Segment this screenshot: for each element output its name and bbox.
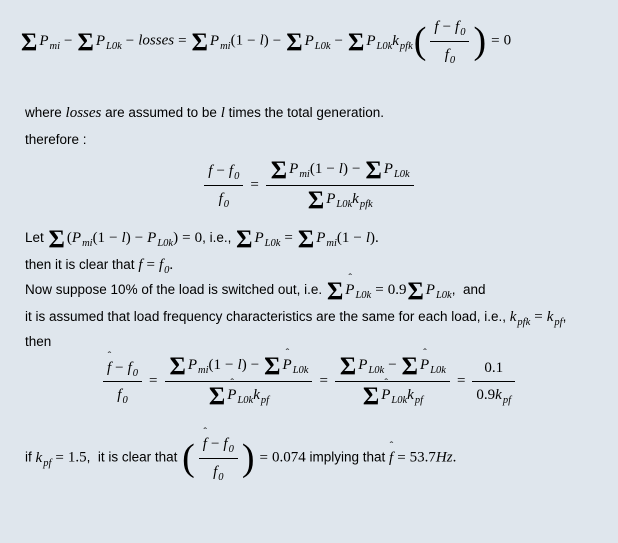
math-number: ).: [370, 229, 379, 246]
math-variable: [219, 188, 229, 211]
math-operator: −: [326, 160, 335, 177]
variable-base: k: [407, 387, 414, 403]
variable-base: P: [254, 229, 264, 246]
variable-base: k: [352, 190, 359, 207]
math-operator: −: [210, 436, 220, 452]
variable-base: f: [213, 463, 218, 480]
hat-accent-icon: ˆ: [384, 377, 388, 389]
variable-base: P: [358, 357, 368, 373]
math-variable: [495, 384, 511, 407]
math-operator: =: [534, 309, 543, 326]
variable-base: P ˆ: [345, 272, 355, 299]
fraction-denominator: [335, 377, 450, 410]
fraction-numerator: [335, 347, 450, 382]
fraction-denominator: [472, 382, 515, 407]
fraction-denominator: [199, 459, 238, 484]
variable-subscript: L0k: [368, 365, 385, 376]
math-number: (1: [336, 229, 350, 246]
variable-subscript: pfk: [359, 198, 373, 210]
math-italic: f: [208, 163, 213, 180]
fraction-denominator: [165, 377, 313, 410]
math-number: ): [241, 357, 247, 373]
math-variable: [72, 227, 93, 250]
variable-subscript: pf: [554, 317, 563, 329]
variable-base: f: [444, 46, 449, 63]
math-variable: [384, 158, 410, 181]
variable-base: P ˆ: [381, 377, 391, 403]
math-variable: [547, 306, 563, 329]
variable-subscript: pfk: [517, 317, 531, 329]
math-variable: [106, 349, 112, 380]
fraction-denominator: [430, 42, 469, 67]
math-variable: [210, 30, 231, 53]
variable-subscript: 0: [234, 171, 240, 183]
text-run: times the total generation.: [224, 105, 384, 120]
math-variable: [229, 160, 239, 183]
variable-subscript: L0k: [264, 237, 281, 249]
variable-subscript: pf: [502, 395, 511, 406]
variable-base: P ˆ: [282, 347, 292, 373]
summation-symbol: Σ: [407, 278, 424, 306]
variable-subscript: pf: [43, 457, 52, 469]
math-operator: =: [259, 449, 268, 466]
math-number: 1.5: [67, 449, 87, 466]
variable-base: P: [316, 229, 326, 246]
text-where-losses: [25, 102, 618, 125]
variable-base: k: [509, 309, 517, 326]
text-run: , and: [451, 282, 486, 298]
variable-base: f: [117, 387, 122, 403]
fraction-numerator: [266, 158, 414, 186]
variable-subscript: mi: [220, 40, 231, 52]
math-number: .: [169, 256, 174, 273]
math-variable: [202, 426, 208, 456]
hat-accent-icon: ˆ: [389, 439, 394, 452]
variable-subscript: 0: [223, 198, 229, 210]
fraction: [266, 158, 414, 213]
hat-accent-icon: ˆ: [423, 347, 427, 359]
variable-base: f ˆ: [202, 426, 208, 452]
math-variable: [420, 347, 446, 377]
variable-base: f ˆ: [106, 349, 112, 376]
text-run: ,: [562, 309, 567, 325]
math-operator: =: [250, 176, 259, 193]
variable-base: P: [147, 229, 157, 246]
summation-symbol: Σ: [236, 225, 253, 253]
variable-subscript: L0k: [393, 168, 410, 180]
math-operator: −: [351, 160, 361, 177]
math-italic: l: [220, 105, 225, 121]
variable-base: P: [39, 32, 49, 49]
text-assumed-characteristics: [25, 306, 618, 329]
math-italic: l: [365, 229, 370, 246]
variable-base: P: [289, 160, 299, 177]
variable-base: k: [392, 32, 399, 49]
text-therefore: therefore :: [25, 131, 87, 147]
text-now-suppose: [25, 272, 618, 306]
math-variable: [188, 354, 209, 377]
variable-subscript: pf: [414, 395, 423, 406]
equation-hat-frequency: [0, 347, 618, 410]
math-variable: [36, 447, 52, 470]
variable-subscript: L0k: [336, 198, 353, 210]
math-number: (1: [92, 229, 106, 246]
math-variable: [117, 384, 127, 407]
math-operator: −: [134, 229, 144, 246]
math-operator: =: [55, 449, 64, 466]
math-variable: [366, 30, 392, 53]
hat-accent-icon: ˆ: [285, 347, 290, 359]
big-paren: ): [473, 19, 487, 62]
summation-symbol: Σ: [77, 28, 94, 56]
variable-base: k: [546, 309, 554, 326]
fraction: [103, 349, 142, 407]
summation-symbol: Σ: [21, 28, 38, 56]
variable-subscript: mi: [82, 237, 93, 249]
math-italic: f: [434, 19, 439, 35]
big-paren: (: [413, 19, 427, 62]
math-number: ): [263, 32, 269, 49]
variable-base: f ˆ: [389, 439, 394, 466]
variable-base: P: [425, 282, 435, 299]
summation-symbol: Σ: [208, 383, 226, 410]
variable-subscript: L0k: [157, 237, 174, 249]
variable-base: P: [95, 32, 106, 49]
math-variable: [316, 227, 337, 250]
variable-subscript: L0k: [106, 40, 122, 52]
math-variable: [254, 227, 280, 250]
math-variable: [227, 377, 254, 407]
variable-subscript: 0: [164, 264, 170, 276]
summation-symbol: Σ: [264, 353, 281, 380]
math-operator: −: [353, 229, 362, 246]
text-run: then it is clear that: [25, 256, 139, 272]
math-operator: −: [64, 32, 73, 49]
math-variable: [39, 30, 60, 53]
math-variable: [445, 44, 455, 67]
text-run: , it is clear that: [86, 449, 182, 465]
math-variable: [159, 254, 169, 277]
math-variable: [289, 158, 310, 181]
variable-base: f: [223, 436, 228, 452]
text-run: , i.e.,: [202, 229, 236, 245]
math-variable: [147, 227, 173, 250]
summation-symbol: Σ: [347, 28, 365, 56]
fraction: [472, 357, 515, 407]
math-italic: losses: [65, 105, 102, 121]
variable-base: f: [127, 359, 132, 376]
math-variable: [389, 439, 394, 470]
variable-subscript: L0k: [430, 365, 446, 376]
variable-subscript: L0k: [237, 395, 254, 406]
summation-symbol: Σ: [326, 278, 344, 306]
fraction: [165, 347, 313, 410]
fraction-denominator: [204, 186, 243, 211]
variable-base: P: [366, 32, 376, 49]
variable-subscript: 0: [460, 27, 466, 38]
variable-subscript: L0k: [292, 365, 309, 376]
summation-symbol: Σ: [191, 28, 208, 56]
equation-power-balance: [20, 16, 618, 66]
math-operator: −: [442, 19, 452, 35]
math-italic: l: [338, 160, 343, 177]
summation-symbol: Σ: [270, 156, 288, 184]
variable-subscript: pfk: [399, 40, 413, 52]
variable-base: k: [495, 387, 502, 403]
fraction-numerator: [165, 347, 313, 382]
variable-subscript: mi: [299, 168, 310, 180]
summation-symbol: Σ: [48, 225, 65, 253]
math-operator: −: [247, 32, 256, 49]
math-operator: =: [397, 449, 406, 466]
math-operator: −: [250, 357, 260, 373]
math-operator: =: [146, 256, 155, 273]
variable-subscript: 0: [122, 395, 128, 406]
text-then-clear: [25, 254, 618, 277]
math-operator: =: [375, 282, 384, 299]
big-paren: (: [182, 436, 195, 479]
text-run: if: [25, 449, 36, 465]
math-operator: =: [149, 373, 158, 390]
variable-subscript: 0: [228, 444, 234, 455]
variable-base: P: [383, 160, 393, 177]
math-operator: =: [284, 229, 293, 246]
math-variable: [96, 30, 122, 53]
hat-accent-icon: ˆ: [230, 377, 235, 389]
text-run: implying that: [305, 449, 390, 465]
math-variable: [455, 16, 465, 39]
hat-accent-icon: ˆ: [348, 272, 353, 285]
math-operator: =: [491, 32, 500, 49]
math-italic: l: [237, 357, 242, 373]
math-variable: [223, 433, 233, 456]
summation-symbol: Σ: [362, 383, 380, 410]
fraction-denominator: [103, 382, 142, 407]
math-operator: −: [125, 32, 135, 49]
math-variable: [392, 30, 413, 53]
fraction: [430, 16, 469, 66]
hat-accent-icon: ˆ: [107, 349, 112, 362]
math-number: ): [173, 229, 179, 246]
math-number: 0.074: [271, 449, 306, 466]
variable-base: P: [187, 357, 198, 373]
variable-base: f: [158, 256, 164, 273]
math-operator: =: [456, 373, 466, 390]
text-conclusion: [25, 426, 618, 483]
variable-base: f: [455, 19, 460, 35]
math-variable: [213, 461, 223, 484]
math-number: (1: [309, 160, 323, 177]
math-number: ): [125, 229, 131, 246]
fraction-numerator: [430, 16, 469, 42]
variable-subscript: 0: [132, 367, 139, 379]
summation-symbol: Σ: [297, 225, 315, 253]
variable-base: P ˆ: [420, 347, 430, 373]
math-variable: [282, 347, 309, 377]
math-variable: [253, 384, 269, 407]
fraction: [335, 347, 450, 410]
math-italic: l: [259, 32, 264, 49]
math-number: 0.9: [387, 282, 407, 299]
variable-base: P: [304, 32, 314, 49]
fraction-numerator: [204, 160, 243, 186]
math-italic: f: [138, 256, 143, 273]
variable-base: k: [253, 387, 260, 403]
math-operator: −: [225, 357, 234, 373]
math-operator: −: [115, 359, 124, 376]
variable-base: P: [71, 229, 82, 246]
fraction-numerator: [103, 349, 142, 383]
text-let-assumption: [25, 227, 618, 252]
math-italic: Hz: [435, 449, 453, 466]
summation-symbol: Σ: [401, 353, 419, 380]
summation-symbol: Σ: [339, 353, 357, 380]
math-operator: −: [334, 32, 343, 49]
math-number: 0.9: [476, 387, 496, 403]
variable-subscript: 0: [449, 54, 456, 66]
math-number: 0: [194, 229, 203, 246]
equation-frequency-ratio: [0, 158, 618, 213]
fraction: [204, 160, 243, 210]
big-paren: ): [241, 436, 255, 479]
variable-subscript: L0k: [435, 290, 452, 302]
hat-accent-icon: ˆ: [203, 426, 208, 438]
variable-subscript: mi: [326, 237, 337, 249]
text-run: Let: [25, 229, 48, 245]
math-variable: [381, 377, 408, 407]
variable-base: f: [218, 190, 223, 207]
math-italic: losses: [138, 32, 175, 49]
summation-symbol: Σ: [286, 28, 303, 56]
math-variable: [510, 306, 531, 329]
text-run: where: [25, 105, 66, 120]
math-variable: [426, 279, 452, 302]
fraction-numerator: [472, 357, 515, 383]
math-operator: −: [216, 163, 225, 180]
math-variable: [407, 384, 423, 407]
variable-subscript: L0k: [314, 40, 331, 52]
variable-subscript: mi: [49, 40, 61, 52]
math-number: ): [342, 160, 348, 177]
math-number: 0.1: [484, 359, 504, 376]
math-number: 0: [503, 32, 512, 49]
variable-base: P: [209, 32, 220, 49]
math-number: (1: [230, 32, 244, 49]
text-run: it is assumed that load frequency characteristics are the same for each load, i.e.,: [25, 309, 510, 325]
variable-base: P: [326, 190, 336, 207]
math-operator: =: [178, 32, 187, 49]
summation-symbol: Σ: [365, 156, 382, 184]
math-operator: −: [388, 357, 397, 373]
math-variable: [352, 188, 373, 211]
math-variable: [128, 357, 138, 380]
math-number: (: [66, 229, 72, 246]
variable-subscript: 0: [218, 471, 224, 483]
math-operator: =: [182, 229, 191, 246]
variable-base: f: [228, 163, 234, 180]
fraction-numerator: [199, 426, 238, 459]
math-operator: −: [272, 32, 282, 49]
math-number: .: [452, 449, 457, 466]
text-run: Now suppose 10% of the load is switched out, i.e.: [25, 282, 326, 298]
variable-subscript: L0k: [376, 40, 393, 52]
fraction: [199, 426, 238, 483]
text-then: then: [25, 333, 52, 349]
math-number: 53.7: [409, 449, 436, 466]
text-run: are assumed to be: [101, 105, 221, 120]
summation-symbol: Σ: [169, 353, 186, 380]
math-variable: [326, 188, 352, 211]
variable-subscript: pf: [260, 395, 270, 406]
math-operator: =: [319, 373, 328, 390]
math-variable: [345, 272, 372, 302]
variable-subscript: L0k: [391, 395, 408, 406]
math-number: (1: [208, 357, 222, 373]
math-italic: l: [121, 229, 126, 246]
math-operator: −: [109, 229, 118, 246]
variable-subscript: L0k: [355, 290, 372, 302]
fraction-denominator: [266, 186, 414, 213]
variable-subscript: mi: [198, 365, 209, 376]
variable-base: k: [35, 449, 43, 466]
math-variable: [358, 354, 384, 377]
summation-symbol: Σ: [307, 186, 325, 214]
math-variable: [305, 30, 331, 53]
variable-base: P ˆ: [227, 377, 237, 403]
